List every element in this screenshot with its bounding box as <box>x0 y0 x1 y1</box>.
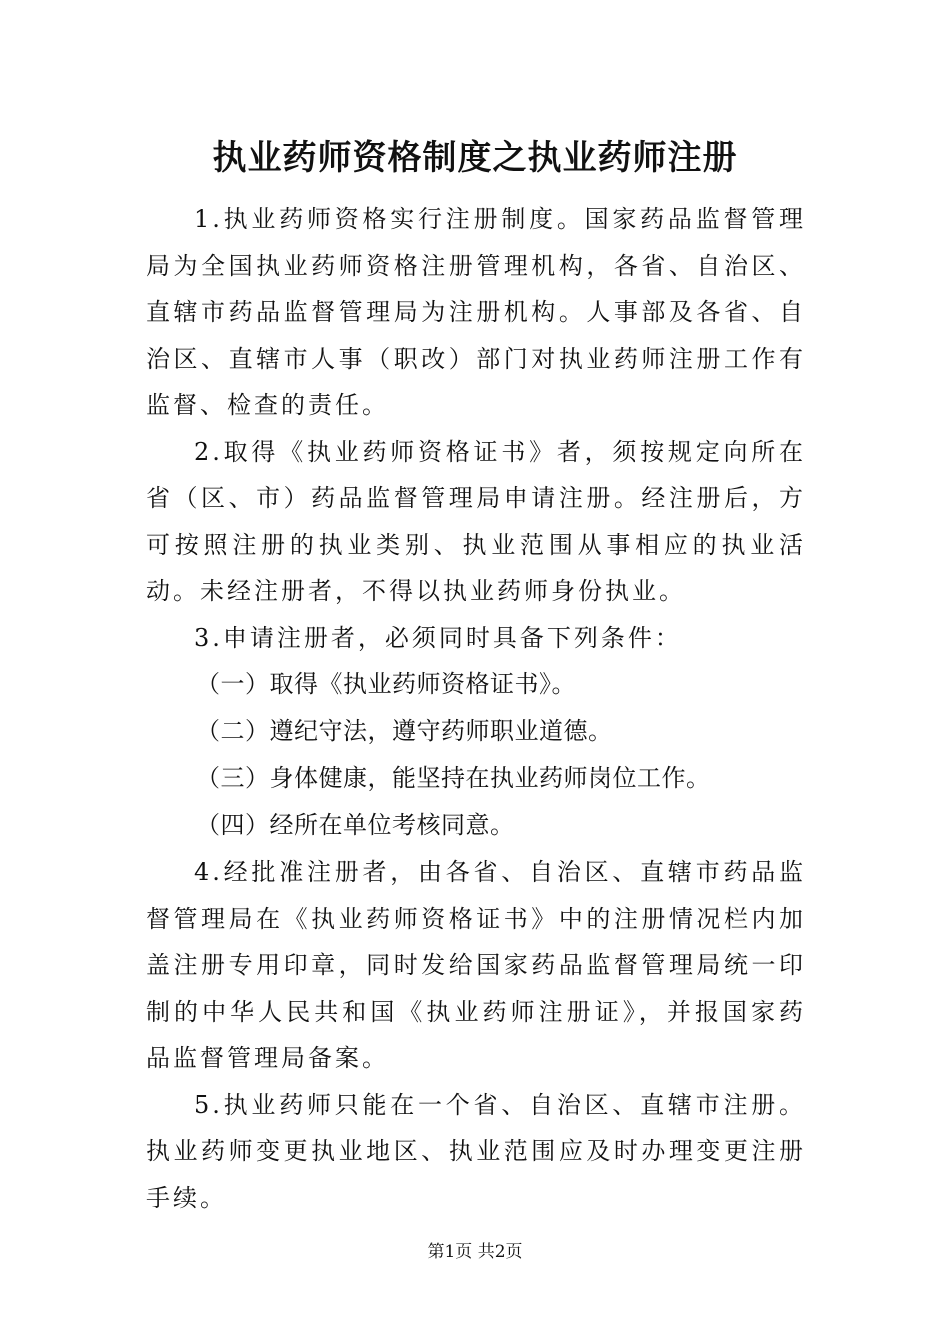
document-title: 执业药师资格制度之执业药师注册 <box>212 138 738 178</box>
condition-item-4: （四）经所在单位考核同意。 <box>196 811 515 839</box>
condition-item-2: （二）遵纪守法，遵守药师职业道德。 <box>196 717 613 745</box>
conditions-list <box>146 661 806 849</box>
paragraph-2: 2.取得《执业药师资格证书》者，须按规定向所在省（区、市）药品监督管理局申请注册。经注册后，方可按照注册的执业类别、执业范围从事相应的执业活动。未经注册者，不得以执业药师身份执业。 <box>146 437 806 605</box>
document-body <box>146 196 806 1221</box>
condition-item-3: （三）身体健康，能坚持在执业药师岗位工作。 <box>196 764 711 792</box>
paragraph-3: 3.申请注册者，必须同时具备下列条件： <box>194 623 682 652</box>
condition-item-1: （一）取得《执业药师资格证书》。 <box>196 670 576 698</box>
paragraph-1: 1.执业药师资格实行注册制度。国家药品监督管理局为全国执业药师资格注册管理机构，各省、自治区、直辖市药品监督管理局为注册机构。人事部及各省、自治区、直辖市人事（职改）部门对执业药师注册工作有监督、检查的责任。 <box>146 205 806 419</box>
page-footer: 第1页 共2页 <box>427 1242 523 1262</box>
paragraph-5: 5.执业药师只能在一个省、自治区、直辖市注册。执业药师变更执业地区、执业范围应及时办理变更注册手续。 <box>146 1090 806 1212</box>
paragraph-4: 4.经批准注册者，由各省、自治区、直辖市药品监督管理局在《执业药师资格证书》中的注册情况栏内加盖注册专用印章，同时发给国家药品监督管理局统一印制的中华人民共和国《执业药师注册证》，并报国家药品监督管理局备案。 <box>146 858 806 1072</box>
